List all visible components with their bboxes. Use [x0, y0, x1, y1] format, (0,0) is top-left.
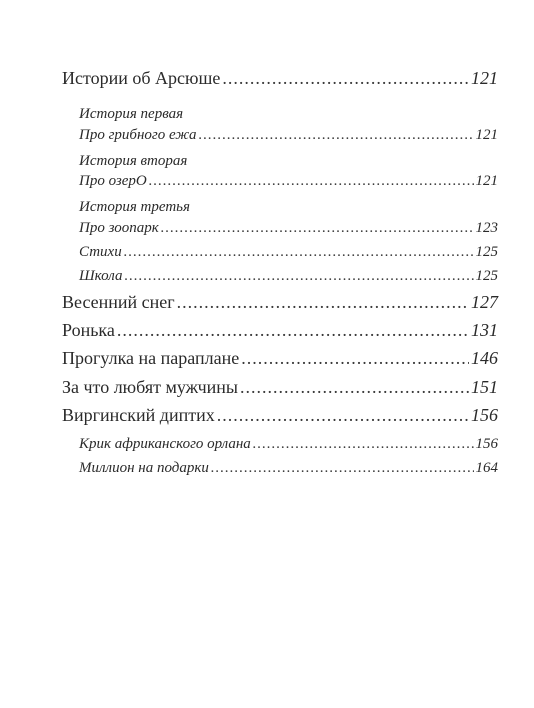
- dot-leader: [117, 320, 469, 341]
- toc-entry-page: 123: [475, 220, 498, 236]
- dot-leader: [124, 244, 474, 261]
- dot-leader: [217, 405, 469, 426]
- dot-leader: [253, 436, 474, 453]
- dot-leader: [149, 173, 474, 190]
- dot-leader: [124, 268, 473, 285]
- toc-entry-page: 146: [471, 348, 498, 368]
- toc-entry-arsyusha: [62, 68, 498, 89]
- toc-subheading-story2: История вторая: [79, 153, 188, 169]
- toc-entry-men: [62, 377, 498, 398]
- toc-entry-title: Про грибного ежа: [79, 127, 197, 143]
- toc-entry-snow: [62, 292, 498, 313]
- toc-entry-title: Про зоопарк: [79, 220, 159, 236]
- dot-leader: [240, 377, 469, 398]
- toc-subheading-story1: История первая: [79, 106, 184, 122]
- toc-entry-poems: [79, 244, 498, 261]
- toc-subheading-story3: История третья: [79, 199, 190, 215]
- toc-entry-page: 121: [475, 127, 498, 143]
- toc-entry-title: Школа: [79, 268, 123, 284]
- toc-entry-page: 121: [471, 68, 498, 88]
- toc-entry-page: 125: [475, 244, 498, 260]
- toc-entry-page: 127: [471, 292, 498, 312]
- toc-entry-page: 151: [471, 377, 498, 397]
- toc-entry-title: Истории об Арсюше: [62, 68, 221, 88]
- toc-entry-virginia: [62, 405, 498, 426]
- toc-entry-title: Прогулка на параплане: [62, 348, 240, 368]
- toc-entry-title: Про озерО: [79, 173, 147, 189]
- toc-entry-title: Крик африканского орлана: [79, 436, 251, 452]
- toc-entry-story1: [79, 127, 498, 144]
- dot-leader: [199, 127, 474, 144]
- toc-entry-title: Стихи: [79, 244, 122, 260]
- dot-leader: [211, 460, 474, 477]
- dot-leader: [241, 348, 469, 369]
- toc-entry-school: [79, 268, 498, 285]
- dot-leader: [161, 220, 474, 237]
- toc-entry-ronka: [62, 320, 498, 341]
- toc-entry-page: 156: [475, 436, 498, 452]
- dot-leader: [177, 292, 469, 313]
- toc-entry-title: За что любят мужчины: [62, 377, 239, 397]
- toc-entry-title: Миллион на подарки: [79, 460, 209, 476]
- dot-leader: [222, 68, 469, 89]
- toc-entry-page: 156: [471, 405, 498, 425]
- toc-entry-story2: [79, 173, 498, 190]
- toc-entry-title: Весенний снег: [62, 292, 175, 312]
- toc-entry-eagle: [79, 436, 498, 453]
- toc-entry-page: 131: [471, 320, 498, 340]
- toc-entry-page: 164: [475, 460, 498, 476]
- toc-entry-page: 125: [475, 268, 498, 284]
- toc-entry-title: Ронька: [62, 320, 115, 340]
- toc-entry-million: [79, 460, 498, 477]
- toc-entry-title: Виргинский диптих: [62, 405, 215, 425]
- toc-entry-paraplane: [62, 348, 498, 369]
- toc-entry-story3: [79, 220, 498, 237]
- toc-entry-page: 121: [475, 173, 498, 189]
